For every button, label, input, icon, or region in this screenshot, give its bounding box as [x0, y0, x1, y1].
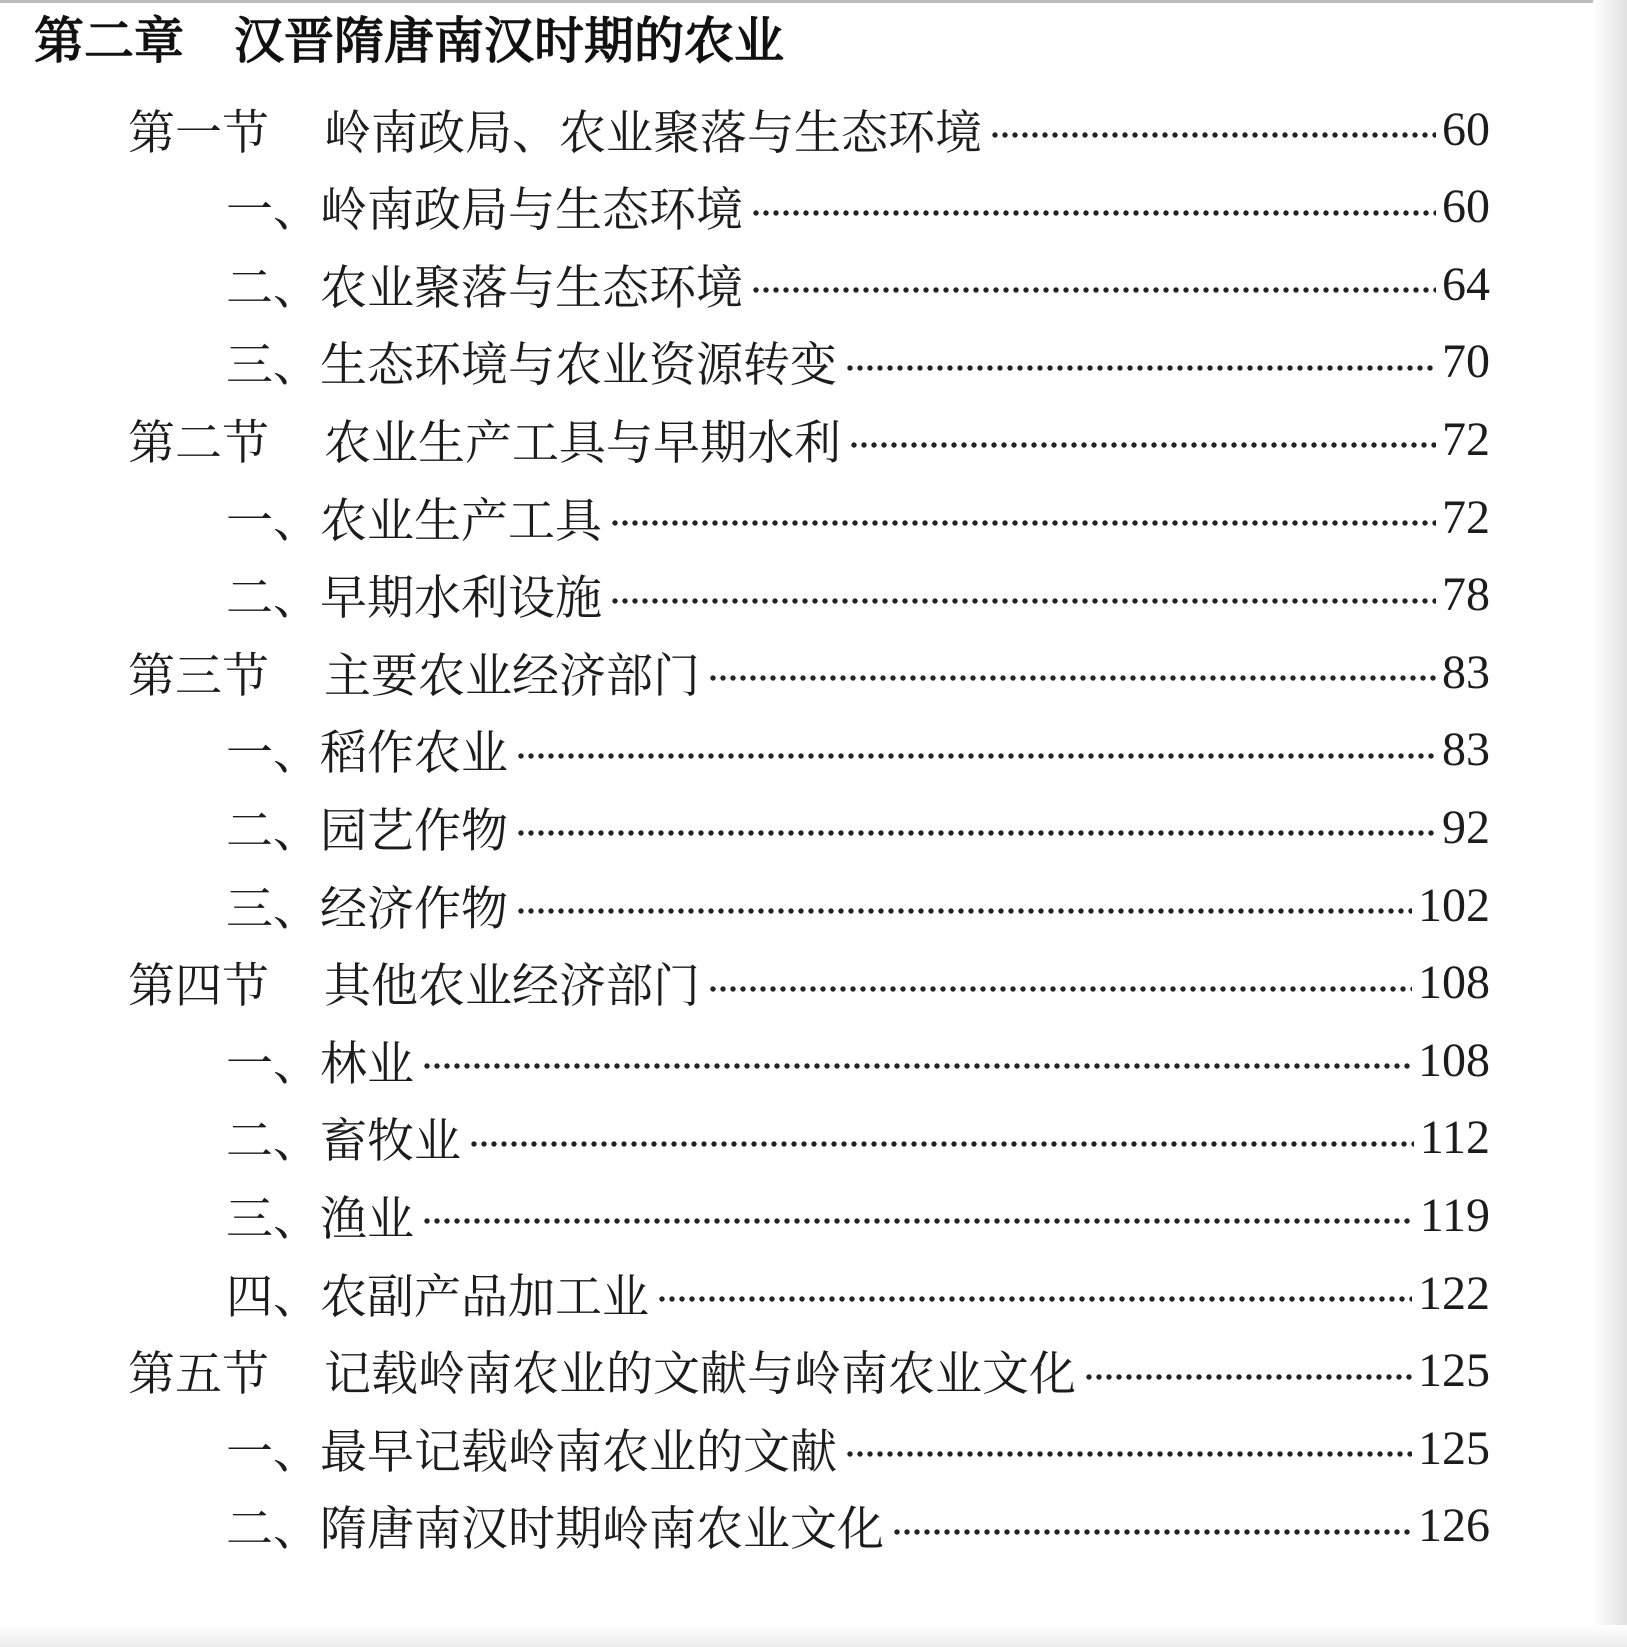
- entry-title: 稻作农业: [320, 726, 508, 782]
- toc-entry-label: [226, 794, 508, 861]
- toc-entry-label: [226, 1027, 414, 1094]
- page-number: 78: [1442, 568, 1490, 622]
- entry-title: 经济作物: [320, 881, 508, 937]
- item-number: 三、: [226, 338, 320, 394]
- item-number: 二、: [226, 803, 320, 859]
- page-number: 126: [1418, 1499, 1490, 1553]
- page-edge-shadow: [1593, 0, 1627, 1647]
- toc-section-row[interactable]: [128, 943, 1490, 1023]
- page-number: 112: [1419, 1111, 1490, 1165]
- page-number: 125: [1418, 1421, 1490, 1475]
- dot-leader: [422, 1062, 1412, 1070]
- toc-item-row[interactable]: [226, 555, 1490, 635]
- section-number: 第二节: [128, 415, 269, 471]
- page-number: 64: [1442, 257, 1490, 311]
- entry-title: 农业生产工具与早期水利: [324, 415, 841, 471]
- dot-leader: [1084, 1373, 1412, 1381]
- dot-leader: [708, 985, 1412, 993]
- page-number: 72: [1442, 412, 1490, 466]
- toc-item-row[interactable]: [226, 1408, 1490, 1488]
- toc-item-row[interactable]: [226, 477, 1490, 557]
- toc-item-row[interactable]: [226, 1253, 1490, 1333]
- toc-entry-label: [226, 1182, 414, 1249]
- page-number: 72: [1442, 490, 1490, 544]
- toc-item-row[interactable]: [226, 322, 1490, 402]
- page-number: 108: [1418, 1033, 1490, 1087]
- toc-item-row[interactable]: [226, 787, 1490, 867]
- page-number: 125: [1418, 1344, 1490, 1398]
- dot-leader: [469, 1140, 1414, 1148]
- page-number: 83: [1442, 645, 1490, 699]
- toc-entry-label: [226, 561, 602, 628]
- page-number: 70: [1442, 335, 1490, 389]
- entry-title: 农业生产工具: [320, 493, 602, 549]
- page-number: 92: [1442, 800, 1490, 854]
- toc-section-row[interactable]: [128, 399, 1490, 479]
- item-number: 一、: [226, 1036, 320, 1092]
- page-number: 119: [1419, 1188, 1490, 1242]
- item-number: 四、: [226, 1269, 320, 1325]
- page-number: 108: [1418, 956, 1490, 1010]
- toc-item-row[interactable]: [226, 1098, 1490, 1178]
- entry-title: 记载岭南农业的文献与岭南农业文化: [324, 1347, 1076, 1403]
- item-number: 二、: [226, 260, 320, 316]
- page-bottom-shadow: [0, 1625, 1627, 1647]
- toc-entry-label: [128, 949, 700, 1016]
- item-number: 二、: [226, 1114, 320, 1170]
- toc-item-row[interactable]: [226, 710, 1490, 790]
- dot-leader: [845, 364, 1436, 372]
- toc-entry-label: [128, 639, 700, 706]
- toc-entry-label: [226, 1260, 649, 1327]
- page-number: 102: [1418, 878, 1490, 932]
- toc-item-row[interactable]: [226, 167, 1490, 247]
- item-number: 一、: [226, 183, 320, 239]
- section-number: 第三节: [128, 648, 269, 704]
- dot-leader: [516, 829, 1436, 837]
- top-rule: [0, 0, 1627, 3]
- entry-title: 隋唐南汉时期岭南农业文化: [320, 1502, 884, 1558]
- toc-entry-label: [226, 484, 602, 551]
- toc-entry-label: [226, 328, 837, 395]
- toc-item-row[interactable]: [226, 1020, 1490, 1100]
- toc-entry-label: [128, 406, 841, 473]
- dot-leader: [990, 131, 1436, 139]
- toc-section-row[interactable]: [128, 89, 1490, 169]
- page-number: 60: [1442, 180, 1490, 234]
- entry-title: 林业: [320, 1036, 414, 1092]
- chapter-number: 第二章: [34, 12, 184, 70]
- entry-title: 其他农业经济部门: [324, 959, 700, 1015]
- dot-leader: [422, 1217, 1414, 1225]
- toc-item-row[interactable]: [226, 865, 1490, 945]
- entry-title: 园艺作物: [320, 803, 508, 859]
- item-number: 二、: [226, 1502, 320, 1558]
- dot-leader: [657, 1295, 1412, 1303]
- dot-leader: [845, 1450, 1412, 1458]
- entry-title: 渔业: [320, 1191, 414, 1247]
- chapter-heading: [34, 8, 784, 74]
- item-number: 二、: [226, 571, 320, 627]
- chapter-title: 汉晋隋唐南汉时期的农业: [234, 12, 784, 70]
- entry-title: 农副产品加工业: [320, 1269, 649, 1325]
- section-number: 第一节: [128, 105, 269, 161]
- item-number: 一、: [226, 493, 320, 549]
- dot-leader: [849, 441, 1436, 449]
- toc-section-row[interactable]: [128, 632, 1490, 712]
- item-number: 三、: [226, 1191, 320, 1247]
- toc-entry-label: [226, 872, 508, 939]
- entry-title: 最早记载岭南农业的文献: [320, 1424, 837, 1480]
- entry-title: 岭南政局、农业聚落与生态环境: [324, 105, 982, 161]
- dot-leader: [516, 907, 1412, 915]
- dot-leader: [751, 209, 1436, 217]
- entry-title: 主要农业经济部门: [324, 648, 700, 704]
- entry-title: 畜牧业: [320, 1114, 461, 1170]
- page-number: 60: [1442, 102, 1490, 156]
- page-number: 83: [1442, 723, 1490, 777]
- toc-item-row[interactable]: [226, 244, 1490, 324]
- dot-leader: [516, 752, 1436, 760]
- toc-entry-label: [128, 1337, 1076, 1404]
- toc-section-row[interactable]: [128, 1331, 1490, 1411]
- toc-entry-label: [226, 1415, 837, 1482]
- section-number: 第四节: [128, 959, 269, 1015]
- toc-entry-label: [226, 251, 743, 318]
- entry-title: 岭南政局与生态环境: [320, 183, 743, 239]
- dot-leader: [610, 597, 1436, 605]
- dot-leader: [708, 674, 1436, 682]
- toc-entry-label: [226, 173, 743, 240]
- dot-leader: [892, 1528, 1412, 1536]
- toc-entry-label: [128, 96, 982, 163]
- entry-title: 早期水利设施: [320, 571, 602, 627]
- toc-item-row[interactable]: [226, 1486, 1490, 1566]
- item-number: 三、: [226, 881, 320, 937]
- entry-title: 农业聚落与生态环境: [320, 260, 743, 316]
- entry-title: 生态环境与农业资源转变: [320, 338, 837, 394]
- section-number: 第五节: [128, 1347, 269, 1403]
- page-number: 122: [1418, 1266, 1490, 1320]
- dot-leader: [610, 519, 1436, 527]
- dot-leader: [751, 286, 1436, 294]
- item-number: 一、: [226, 726, 320, 782]
- toc-item-row[interactable]: [226, 1175, 1490, 1255]
- toc-entry-label: [226, 1492, 884, 1559]
- item-number: 一、: [226, 1424, 320, 1480]
- toc-entry-label: [226, 1104, 461, 1171]
- toc-entry-label: [226, 716, 508, 783]
